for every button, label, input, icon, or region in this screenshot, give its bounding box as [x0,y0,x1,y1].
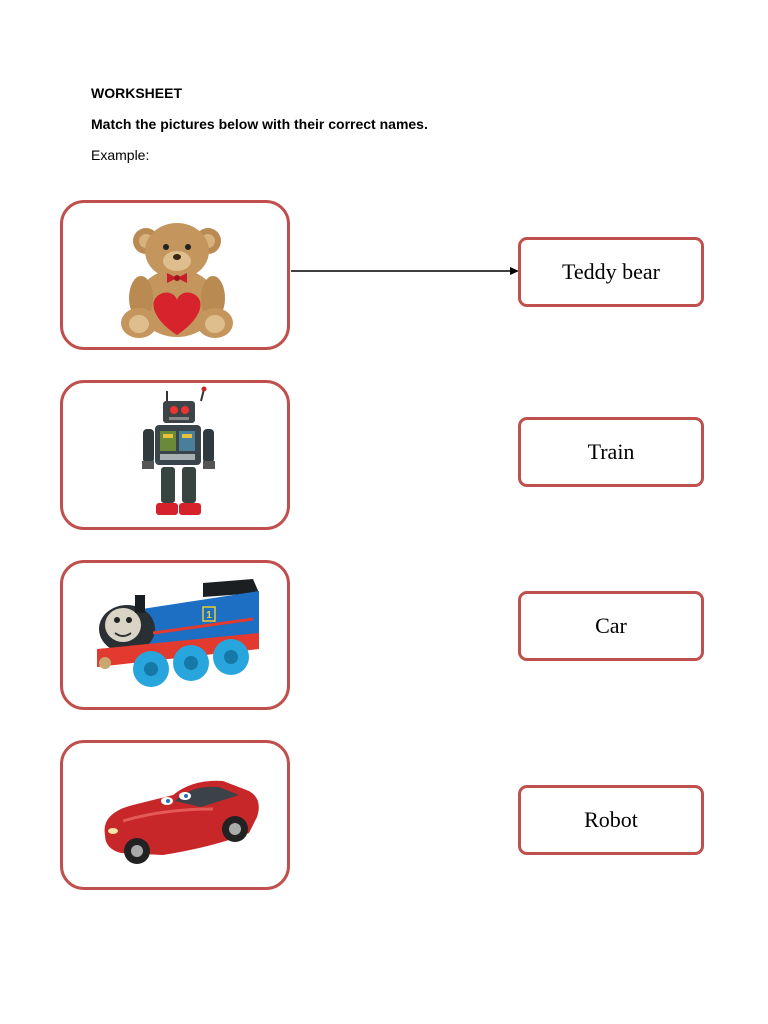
name-card-car[interactable] [518,591,704,661]
worksheet-title: WORKSHEET [91,85,182,101]
name-card-teddy-bear[interactable] [518,237,704,307]
robot-icon [63,383,293,533]
car-icon [63,743,293,893]
worksheet-instruction: Match the pictures below with their correct names. [91,116,428,132]
teddy-bear-icon [63,203,293,353]
picture-card-robot[interactable] [60,380,290,530]
picture-card-train[interactable] [60,560,290,710]
example-label: Example: [91,147,150,163]
name-card-robot[interactable] [518,785,704,855]
name-label: Teddy bear [561,259,661,284]
picture-card-teddy-bear[interactable] [60,200,290,350]
name-card-train[interactable] [518,417,704,487]
name-label: Train [587,439,635,464]
train-icon [63,563,293,713]
train-number: 1 [206,610,212,621]
picture-card-car[interactable] [60,740,290,890]
name-label: Car [595,613,627,638]
name-label: Robot [584,807,638,832]
